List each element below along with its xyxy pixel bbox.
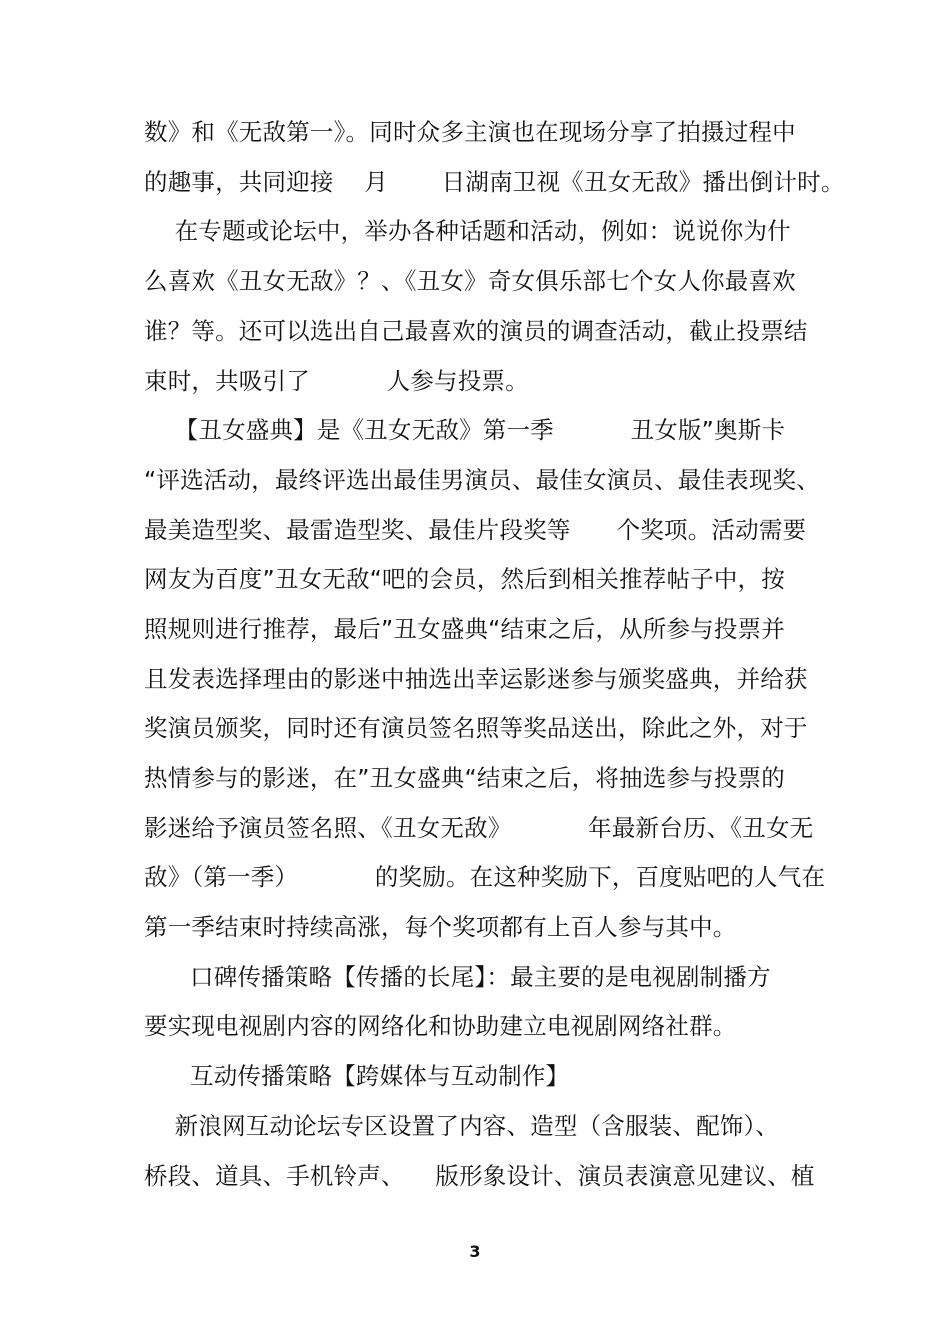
text-line: 口碑传播策略【传播的长尾】：最主要的是电视剧制播方 xyxy=(144,963,771,991)
text-line: 且发表选择理由的影迷中抽选出幸运影迷参与颁奖盛典，并给获 xyxy=(144,665,808,693)
text-line: 影迷给予演员签名照、《丑女无敌》 年最新台历、《丑女无 xyxy=(144,814,814,842)
text-line: 互动传播策略【跨媒体与互动制作】 xyxy=(144,1062,570,1090)
text-line: 谁？等。还可以选出自己最喜欢的演员的调查活动，截止投票结 xyxy=(144,317,808,345)
text-line: 【丑女盛典】是《丑女无敌》第一季 丑女版”奥斯卡 xyxy=(144,416,786,444)
text-line: 奖演员颁奖，同时还有演员签名照等奖品送出，除此之外，对于 xyxy=(144,714,808,742)
text-line: 最美造型奖、最雷造型奖、最佳片段奖等 个奖项。活动需要 xyxy=(144,516,807,544)
text-line: “评选活动，最终评选出最佳男演员、最佳女演员、最佳表现奖、 xyxy=(144,466,820,494)
text-line: 桥段、道具、手机铃声、 版形象设计、演员表演意见建议、植 xyxy=(144,1162,815,1190)
text-line: 敌》（第一季） 的奖励。在这种奖励下，百度贴吧的人气在 xyxy=(144,863,826,891)
text-line: 么喜欢《丑女无敌》？、《丑女》奇女俱乐部七个女人你最喜欢 xyxy=(144,267,796,295)
text-line: 束时，共吸引了 人参与投票。 xyxy=(144,367,529,395)
page-number: 3 xyxy=(469,1242,481,1261)
text-line: 要实现电视剧内容的网络化和协助建立电视剧网络社群。 xyxy=(144,1012,737,1040)
text-line: 新浪网互动论坛专区设置了内容、造型（含服装、配饰）、 xyxy=(144,1112,780,1140)
text-line: 数》和《无敌第一》。同时众多主演也在现场分享了拍摄过程中 xyxy=(144,118,796,146)
text-line: 照规则进行推荐，最后”丑女盛典“结束之后，从所参与投票并 xyxy=(144,615,785,643)
text-line: 热情参与的影迷，在”丑女盛典“结束之后，将抽选参与投票的 xyxy=(144,764,785,792)
text-line: 的趣事，共同迎接 月 日湖南卫视《丑女无敌》播出倒计时。 xyxy=(144,168,845,196)
text-line: 在专题或论坛中，举办各种话题和活动，例如：说说你为什 xyxy=(144,217,791,245)
text-line: 网友为百度”丑女无敌“吧的会员，然后到相关推荐帖子中，按 xyxy=(144,565,785,593)
text-line: 第一季结束时持续高涨，每个奖项都有上百人参与其中。 xyxy=(144,913,737,941)
